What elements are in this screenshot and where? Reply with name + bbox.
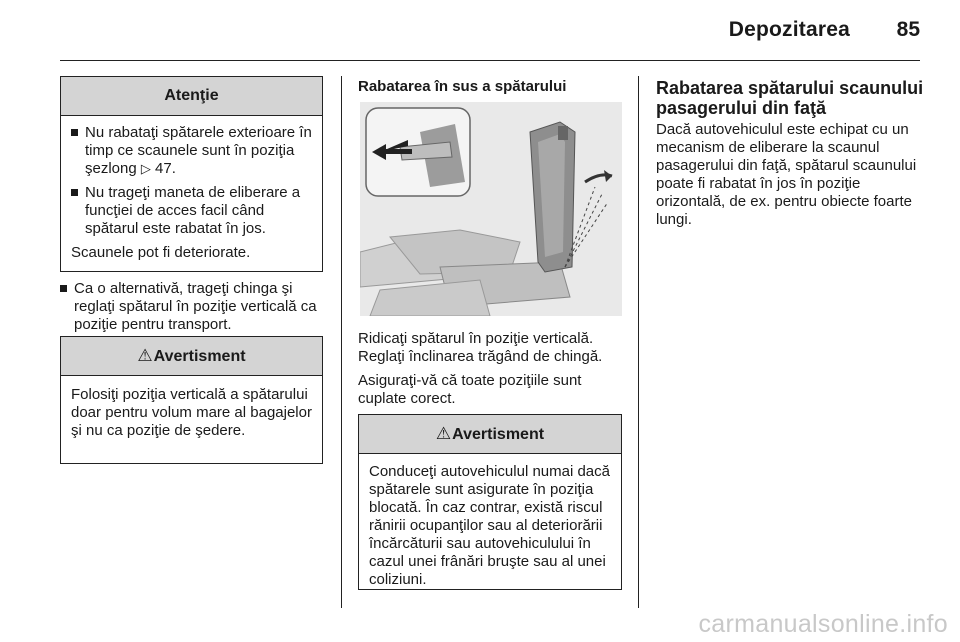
watermark: carmanualsonline.info [698,610,948,638]
page-reference: 47. [155,160,176,177]
front-passenger-backrest-heading: Rabatarea spătarului scaunului pasagerului din faţă [656,78,924,118]
page-number: 85 [896,18,920,41]
alternative-bullet-text: Ca o alternativă, trageţi chinga şi reglaţi spătarul în poziţie verticală ca poziţie pentru transport. [74,280,317,333]
warning-box-1-title: Avertisment [153,348,246,365]
bullet-square-icon [71,189,78,196]
attention-bullet-2 [71,184,312,238]
warning-box-1-body: Folosiţi poziţia verticală a spătarului doar pentru volum mare al bagajelor şi nu ca poziţie de şedere. [71,386,312,439]
attention-bullet-1-text: Nu rabataţi spătarele exterioare în timp ce scaunele sunt în poziţia şezlong [85,124,312,177]
raise-backrest-heading: Rabatarea în sus a spătarului [358,78,567,95]
page-reference-arrow-icon: ▷ [140,161,151,176]
page-header-title: Depozitarea [728,18,850,41]
attention-box-body [61,116,322,270]
front-passenger-backrest-body: Dacă autovehiculul este echipat cu un mecanism de eliberare la scaunul pasagerului din faţă, spătarul scaunului poate fi rabatat în jos în poziţie orizontală, de ex. pentru obiecte foarte lungi. [656,121,917,228]
attention-bullet-2-text: Nu trageţi maneta de eliberare a funcţiei de acces facil când spătarul este rabatat în jos. [85,184,301,237]
warning-box-2-title: Avertisment [452,426,545,443]
column-divider-1 [341,76,342,608]
attention-note: Scaunele pot fi deteriorate. [71,244,251,261]
column-divider-2 [638,76,639,608]
attention-box [60,76,323,272]
bullet-square-icon [60,285,67,292]
seat-illustration-svg [360,102,622,316]
bullet-square-icon [71,129,78,136]
warning-box-2-body: Conduceţi autovehiculul numai dacă spătarele sunt asigurate în poziţia blocată. În caz contrar, există riscul rănirii ocupanţilor sau al deteriorării încărcăturii sau autovehiculului în cazul unei frânări bruşte sau al unei coliziuni. [369,463,610,588]
attention-bullet-1 [71,124,312,178]
attention-box-title: Atenţie [61,77,322,116]
warning-triangle-icon: ⚠ [435,424,452,443]
warning-triangle-icon: ⚠ [137,346,153,365]
warning-box-2 [358,414,622,590]
raise-backrest-paragraph-1: Ridicaţi spătarul în poziţie verticală. Reglaţi înclinarea trăgând de chingă. [358,330,603,365]
warning-box-1-title-bar [61,337,322,376]
warning-box-1 [60,336,323,464]
seat-backrest-illustration [360,102,622,316]
raise-backrest-paragraph-2: Asiguraţi-vă că toate poziţiile sunt cuplate corect. [358,372,582,407]
header-rule [60,60,920,61]
warning-box-2-title-bar [359,415,621,454]
alternative-bullet [60,280,336,334]
